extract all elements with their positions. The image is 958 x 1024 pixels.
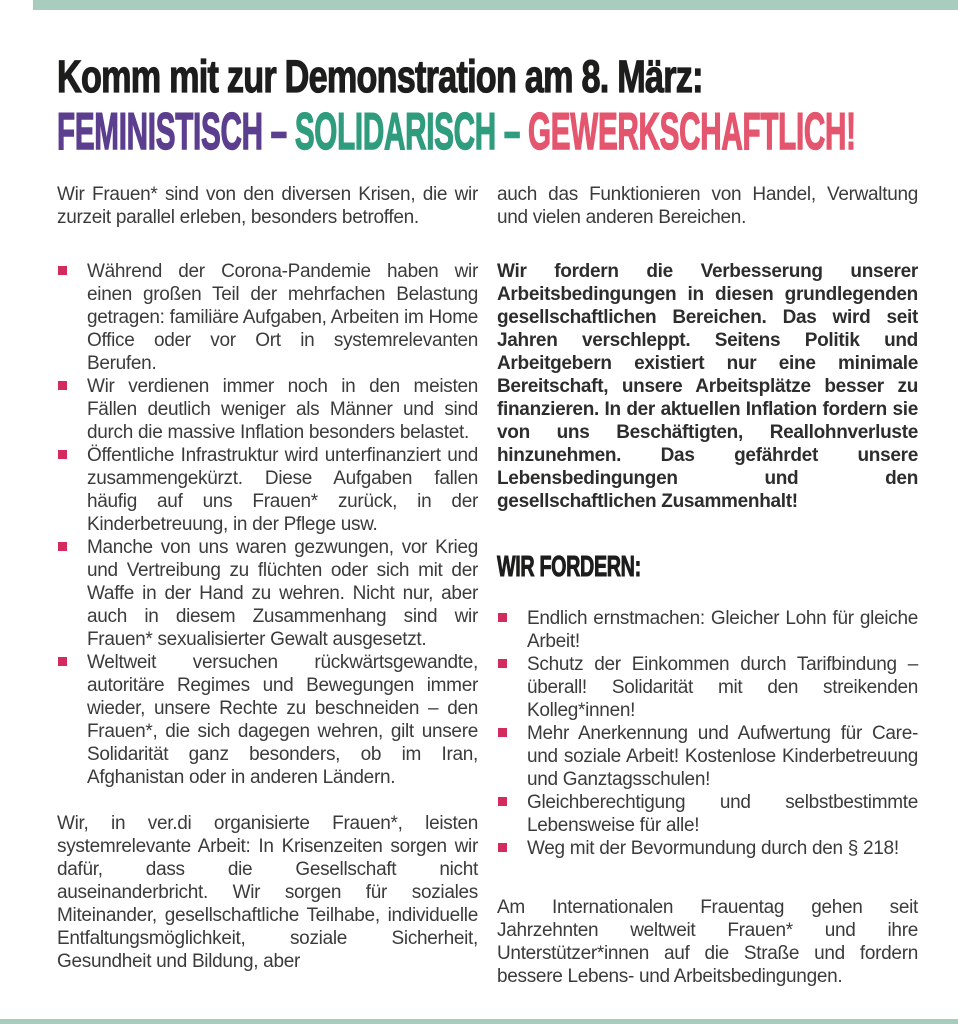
- subtitle-solidarisch: SOLIDARISCH: [294, 103, 496, 161]
- bullet-square-icon: [498, 797, 507, 806]
- list-item-text: Gleichberechtigung und selbstbestimmte Lebensweise für alle!: [527, 792, 918, 836]
- subtitle-separator-1: –: [262, 103, 295, 161]
- list-item: [57, 651, 478, 789]
- list-item: [497, 607, 918, 653]
- list-item-text: Manche von uns waren gezwungen, vor Krieg und Vertreibung zu flüchten oder sich mit der Waffe in der Hand zu wehren. Nicht nur, aber auch in diesem Zusammenhang sind wir Frauen* sexualisierter Gewalt ausgesetzt.: [87, 537, 478, 650]
- list-item-text: Während der Corona-Pandemie haben wir einen großen Teil der mehrfachen Belastung getragen: familiäre Aufgaben, Arbeiten im Home Office oder vor Ort in systemrelevanten Berufen.: [87, 261, 478, 374]
- bullet-square-icon: [498, 843, 507, 852]
- left-intro-paragraph: Wir Frauen* sind von den diversen Krisen, die wir zurzeit parallel erleben, besonders betroffen.: [57, 184, 478, 228]
- page-title: Komm mit zur Demonstration am 8. März:: [57, 51, 703, 102]
- left-outro-paragraph: Wir, in ver.di organisierte Frauen*, leisten systemrelevante Arbeit: In Krisenzeiten sorgen wir dafür, dass die Gesellschaft nicht auseinanderbricht. Wir sorgen für soziales Miteinander, gesellschaftliche Teilhabe, individuelle Entfaltungsmöglichkeit, soziale Sicherheit, Gesundheit und Bildung, aber: [57, 813, 478, 972]
- list-item: [497, 791, 918, 837]
- list-item: [497, 653, 918, 722]
- list-item: [57, 375, 478, 444]
- bullet-square-icon: [498, 728, 507, 737]
- demands-heading: WIR FORDERN:: [497, 551, 641, 583]
- list-item-text: Mehr Anerkennung und Aufwertung für Care- und soziale Arbeit! Kostenlose Kinderbetreuung und Ganztagsschulen!: [527, 723, 918, 790]
- bullet-square-icon: [58, 450, 67, 459]
- right-outro-paragraph: Am Internationalen Frauentag gehen seit Jahrzehnten weltweit Frauen* und ihre Unterstützer*innen auf die Straße und fordern bessere Lebens- und Arbeitsbedingungen.: [497, 897, 918, 987]
- list-item-text: Endlich ernstmachen: Gleicher Lohn für gleiche Arbeit!: [527, 608, 918, 652]
- right-column: [497, 183, 918, 988]
- list-item-text: Weg mit der Bevormundung durch den § 218!: [527, 838, 899, 859]
- subtitle-separator-2: –: [495, 103, 528, 161]
- bullet-square-icon: [58, 266, 67, 275]
- bullet-square-icon: [498, 613, 507, 622]
- list-item-text: Wir verdienen immer noch in den meisten Fällen deutlich weniger als Männer und sind durch die massive Inflation besonders belastet.: [87, 376, 478, 443]
- page-subtitle: [57, 103, 856, 161]
- demands-bullet-list: [497, 607, 918, 860]
- subtitle-gewerkschaftlich: GEWERKSCHAFTLICH!: [527, 103, 856, 161]
- crisis-bullet-list: [57, 260, 478, 789]
- bullet-square-icon: [58, 657, 67, 666]
- list-item: [57, 444, 478, 536]
- bullet-square-icon: [58, 542, 67, 551]
- list-item: [57, 536, 478, 651]
- list-item-text: Schutz der Einkommen durch Tarifbindung – überall! Solidarität mit den streikenden Kolleg*innen!: [527, 654, 918, 721]
- right-intro-paragraph: auch das Funktionieren von Handel, Verwaltung und vielen anderen Bereichen.: [497, 184, 918, 228]
- list-item-text: Weltweit versuchen rückwärtsgewandte, autoritäre Regimes und Bewegungen immer wieder, unsere Rechte zu beschneiden – den Frauen*, die sich dagegen wehren, gilt unsere Solidarität ganz besonders, ob im Iran, Afghanistan oder in anderen Ländern.: [87, 652, 478, 788]
- bullet-square-icon: [498, 659, 507, 668]
- list-item: [497, 837, 918, 860]
- subtitle-feministisch: FEMINISTISCH: [57, 103, 263, 161]
- list-item: [57, 260, 478, 375]
- bottom-accent-bar: [0, 1019, 958, 1024]
- list-item: [497, 722, 918, 791]
- left-column: [57, 183, 478, 973]
- demand-paragraph: Wir fordern die Verbesserung unserer Arbeitsbedingungen in diesen grundlegenden gesellschaftlichen Bereichen. Das wird seit Jahren verschleppt. Seitens Politik und Arbeitgebern existiert nur eine minimale Bereitschaft, unsere Arbeitsplätze besser zu finanzieren. In der aktuellen Inflation fordern sie von uns Beschäftigten, Reallohnverluste hinzunehmen. Das gefährdet unsere Lebensbedingungen und den gesellschaftlichen Zusammenhalt!: [497, 261, 918, 512]
- list-item-text: Öffentliche Infrastruktur wird unterfinanziert und zusammengekürzt. Diese Aufgaben fallen häufig auf uns Frauen* zurück, in der Kinderbetreuung, in der Pflege usw.: [87, 445, 478, 535]
- bullet-square-icon: [58, 381, 67, 390]
- top-accent-bar: [33, 0, 958, 10]
